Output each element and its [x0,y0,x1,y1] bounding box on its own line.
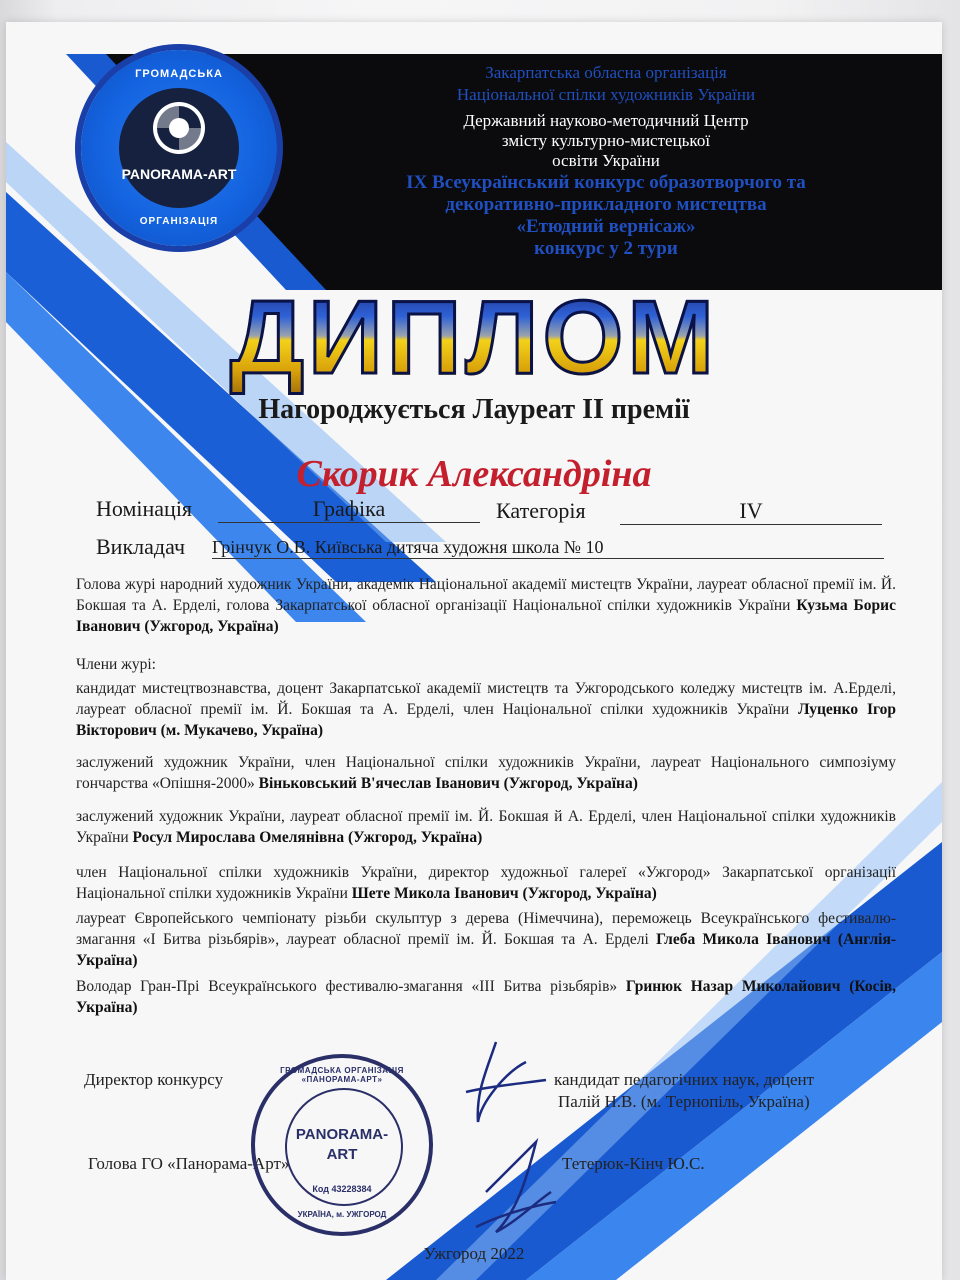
logo-bottom-text: ОРГАНІЗАЦІЯ [139,216,219,227]
diploma-sheet [6,22,942,1280]
award-line: Нагороджується Лауреат ІІ премії [258,394,690,425]
jury-head-text: Голова журі народний художник України, академік Національної академії мистецтв України, лауреат обласної премії ім. Й. Бокшая та А. Ерделі, голова Закарпатської обласної організації Національної спілки художників України [76,576,896,614]
member-6-name: Гринюк Назар Миколайович (Косів, Україна) [76,978,897,1016]
jury-head [76,574,896,637]
member-6-text: Володар Гран-Прі Всеукраїнського фестивалю-змагання «ІІІ Битва різьбярів» [76,978,618,995]
jury-member-5 [76,908,896,971]
org-line-1: Закарпатська обласна організація [485,63,727,82]
member-2-name: Віньковський В'ячеслав Іванович (Ужгород, Україна) [258,775,638,792]
logo-name: PANORAMA-ART [121,166,237,182]
jury-member-3 [76,806,896,848]
member-2-text: заслужений художник України, член Національної спілки художників України, лауреат Національного симпозіуму гончарства «Опішня-2000» [76,754,896,792]
director-title: кандидат педагогічних наук, доцент [554,1070,815,1089]
jury-member-4 [76,862,896,904]
nomination-value: Графіка [218,496,480,523]
center-line-2: змісту культурно-мистецької [501,131,711,150]
head-label: Голова ГО «Панорама-Арт» [88,1154,290,1173]
laureate-name: Скорик Александріна [296,453,652,495]
footer-place-year: Ужгород 2022 [423,1244,525,1263]
official-stamp [251,1054,433,1236]
stamp-name-line-1: PANORAMA- [295,1126,389,1143]
member-1-name: Луценко Ігор Вікторович (м. Мукачево, Україна) [76,701,897,739]
nomination-label: Номінація [96,496,193,521]
stamp-code: Код 43228384 [312,1184,372,1194]
org-line-2: Національної спілки художників України [456,85,756,104]
logo-top-text: ГРОМАДСЬКА [135,68,223,80]
stamp-name-line-2: ART [326,1146,358,1163]
stamp-ring-text: ГРОМАДСЬКА ОРГАНІЗАЦІЯ «ПАНОРАМА-АРТ» [280,1066,404,1084]
category-value: IV [620,498,882,525]
contest-line-4: конкурс у 2 тури [534,238,678,259]
center-line-1: Державний науково-методичний Центр [463,111,749,130]
jury-member-1 [76,678,896,741]
member-3-text: заслужений художник України, лауреат обласної премії ім. Й. Бокшая й А. Ерделі, член Національної спілки художників України [76,808,896,846]
jury-head-name: Кузьма Борис Іванович (Ужгород, Україна) [76,597,896,635]
member-5-text: лауреат Європейського чемпіонату різьби скульптур з дерева (Німеччина), переможець Всеукраїнського фестивалю-змагання «І Битва різьбярів», лауреат обласної премії ім. Й. Бокшая та А. Ерделі [76,910,896,948]
member-1-text: кандидат мистецтвознавства, доцент Закарпатської академії мистецтв та Ужгородського коледжу мистецтв ім. А.Ерделі, лауреат обласної премії ім. Й. Бокшая та А. Ерделі, член Національної спілки художників України [76,680,896,718]
contest-line-3: «Етюдний вернісаж» [516,216,696,237]
stamp-city: УКРАЇНА, м. УЖГОРОД [297,1210,387,1219]
jury-members-label: Члени журі: [76,656,156,673]
center-line-3: освіти України [552,151,660,170]
contest-line-1: IX Всеукраїнський конкурс образотворчого та [406,172,806,193]
member-4-name: Шете Микола Іванович (Ужгород, Україна) [351,885,657,902]
teacher-label: Викладач [96,534,186,559]
jury-member-2 [76,752,896,794]
jury-member-6 [76,976,896,1018]
head-name: Тетерюк-Кінч Ю.С. [562,1154,705,1173]
spiral-icon [149,98,209,158]
handwritten-signatures [456,1032,566,1262]
teacher-value: Грінчук О.В. Київська дитяча художня школа № 10 [212,534,884,559]
member-3-name: Росул Мирослава Омелянівна (Ужгород, Україна) [132,829,483,846]
panorama-art-logo [81,50,277,246]
director-label: Директор конкурсу [84,1070,224,1089]
member-4-text: член Національної спілки художників України, директор художньої галереї «Ужгород» Закарпатської організації Національної спілки художників України [76,864,896,902]
director-name: Палій Н.В. (м. Тернопіль, Україна) [558,1092,810,1111]
contest-line-2: декоративно-прикладного мистецтва [445,194,767,215]
diploma-title: ДИПЛОМ [6,284,942,392]
member-5-name: Глеба Микола Іванович (Англія-Україна) [76,931,896,969]
category-label: Категорія [496,498,586,523]
